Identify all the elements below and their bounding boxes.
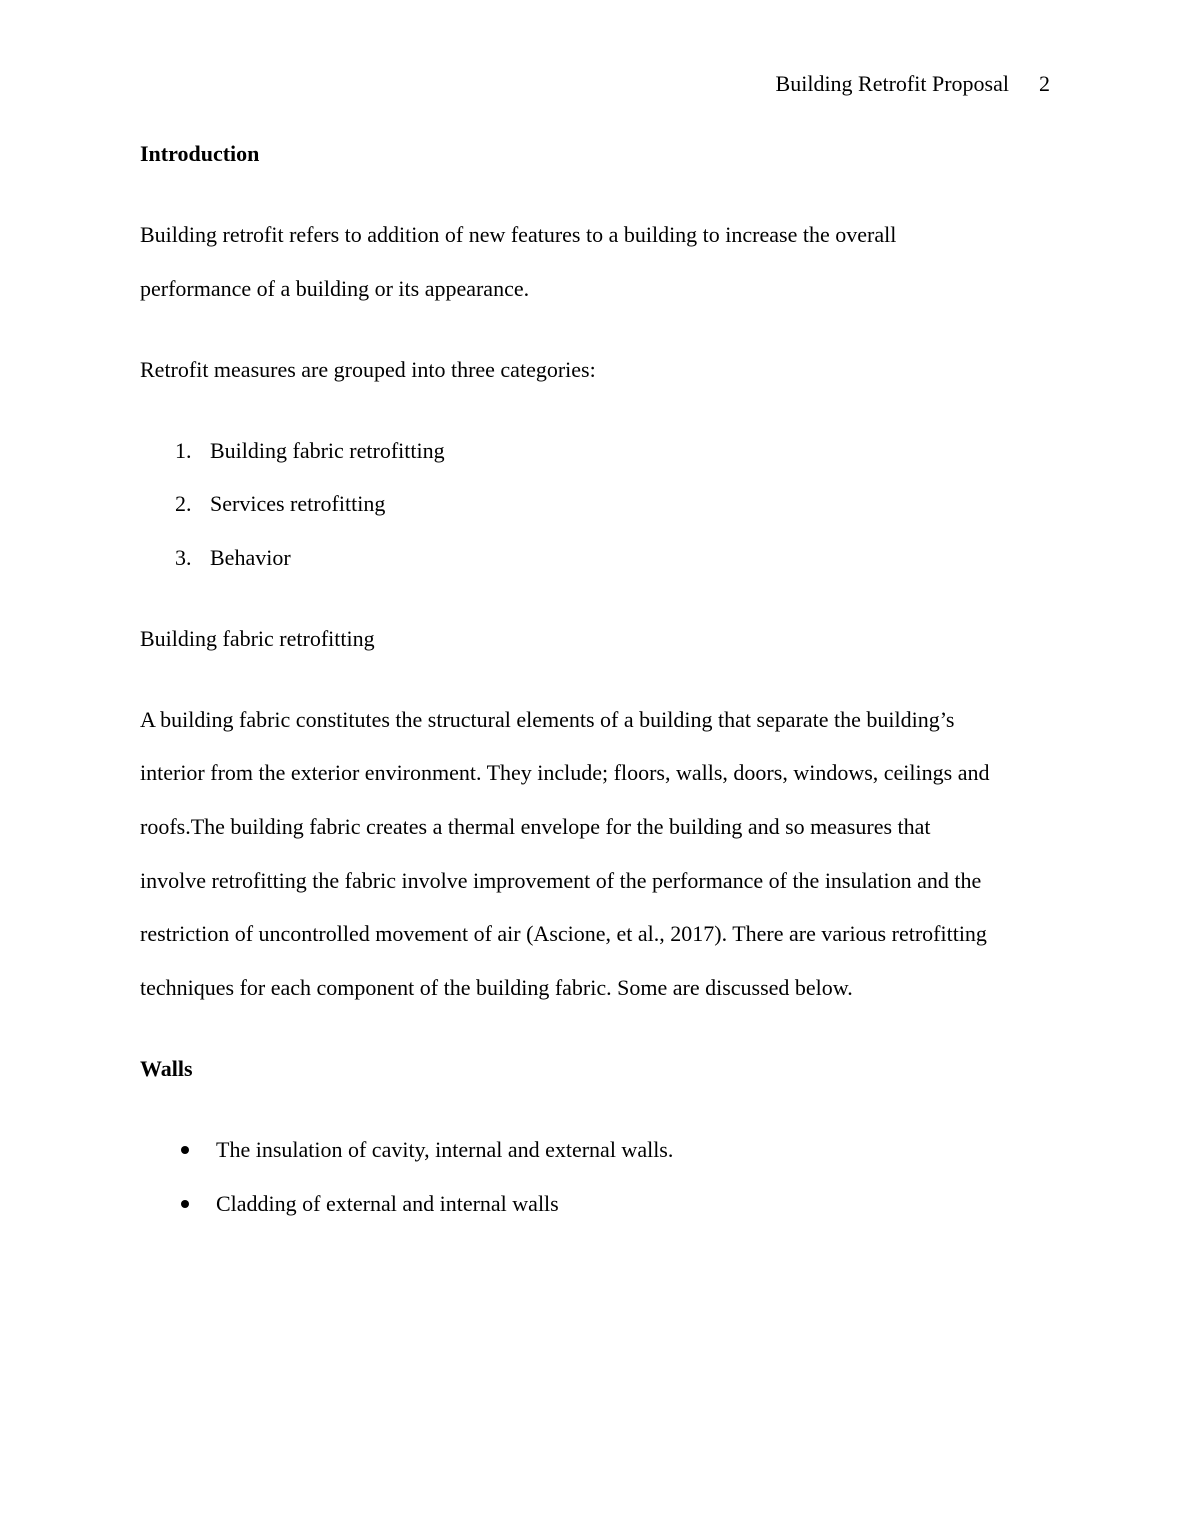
list-item: [140, 531, 1050, 585]
walls-heading: Walls: [140, 1056, 193, 1081]
list-item: [140, 1177, 1050, 1231]
categories-intro-text: Retrofit measures are grouped into three categories:: [140, 357, 596, 382]
bullet-icon: [181, 1146, 189, 1154]
list-item-label: Building fabric retrofitting: [210, 438, 445, 463]
fabric-paragraph-line: restriction of uncontrolled movement of air (Ascione, et al., 2017). There are various retrofitting: [140, 921, 987, 946]
fabric-paragraph-line: A building fabric constitutes the structural elements of a building that separate the building’s: [140, 707, 955, 732]
fabric-paragraph-line: interior from the exterior environment. They include; floors, walls, doors, windows, ceilings and: [140, 760, 990, 785]
list-item: [140, 477, 1050, 531]
list-number: 1.: [175, 438, 192, 463]
bullet-icon: [181, 1200, 189, 1208]
running-title: Building Retrofit Proposal: [775, 71, 1009, 96]
list-item-label: Cladding of external and internal walls: [216, 1191, 559, 1216]
fabric-paragraph-line: roofs.The building fabric creates a thermal envelope for the building and so measures that: [140, 814, 931, 839]
fabric-subheading: Building fabric retrofitting: [140, 626, 375, 651]
list-item: [140, 424, 1050, 478]
introduction-heading: Introduction: [140, 141, 260, 166]
fabric-paragraph-line: involve retrofitting the fabric involve improvement of the performance of the insulation and the: [140, 868, 982, 893]
list-number: 3.: [175, 545, 192, 570]
page-number: 2: [1039, 71, 1050, 96]
list-number: 2.: [175, 491, 192, 516]
page-header: [776, 70, 1050, 98]
fabric-paragraph-line: techniques for each component of the building fabric. Some are discussed below.: [140, 975, 853, 1000]
list-item: [140, 1123, 1050, 1177]
list-item-label: Services retrofitting: [210, 491, 386, 516]
list-item-label: Behavior: [210, 545, 291, 570]
intro-paragraph-line-1: Building retrofit refers to addition of new features to a building to increase the overall: [140, 222, 897, 247]
list-item-label: The insulation of cavity, internal and external walls.: [216, 1137, 674, 1162]
intro-paragraph-line-2: performance of a building or its appearance.: [140, 276, 530, 301]
